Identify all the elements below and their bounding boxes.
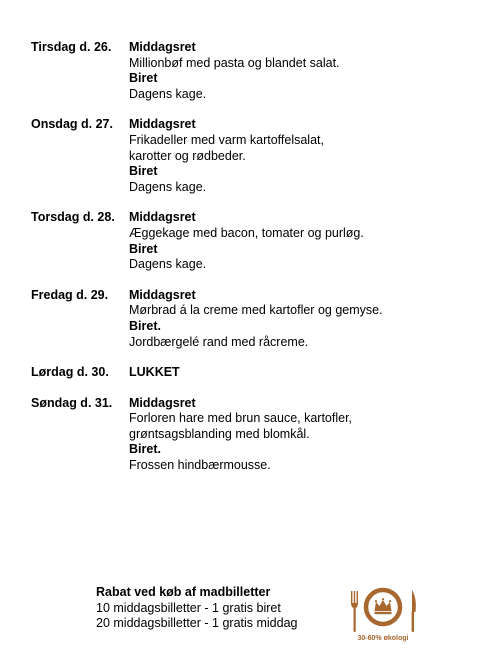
course-heading: Middagsret — [129, 287, 196, 302]
day-entry — [31, 40, 451, 102]
day-entry — [31, 288, 451, 350]
course-description: Frikadeller med varm kartoffelsalat, — [129, 132, 324, 147]
weekly-menu — [31, 40, 451, 489]
discount-line: 10 middagsbilletter - 1 gratis biret — [96, 600, 281, 615]
course-description: Æggekage med bacon, tomater og purløg. — [129, 225, 364, 240]
knife-icon — [412, 590, 416, 632]
course-description: Dagens kage. — [129, 179, 207, 194]
plate-crown-icon — [366, 590, 400, 624]
course-heading: Biret — [129, 164, 158, 179]
closed-notice: LUKKET — [129, 365, 180, 380]
course-description: karotter og rødbeder. — [129, 148, 246, 163]
course-description: Dagens kage. — [129, 257, 207, 272]
course-description: Mørbrad á la creme med kartofler og gemyse. — [129, 303, 383, 318]
course-description: Frossen hindbærmousse. — [129, 458, 271, 473]
day-label: Søndag d. 31. — [31, 395, 113, 410]
discount-info — [96, 585, 356, 632]
course-description: Millionbøf med pasta og blandet salat. — [129, 55, 340, 70]
fork-icon — [351, 591, 358, 632]
day-entry — [31, 396, 451, 474]
day-courses — [129, 396, 451, 474]
course-heading: Biret. — [129, 318, 161, 333]
course-description: Forloren hare med brun sauce, kartofler, — [129, 411, 353, 426]
course-heading: Middagsret — [129, 40, 196, 54]
day-label: Torsdag d. 28. — [31, 210, 115, 225]
course-description: Dagens kage. — [129, 86, 207, 101]
course-heading: Middagsret — [129, 117, 196, 132]
day-entry — [31, 365, 451, 381]
course-heading: Biret. — [129, 442, 161, 457]
course-description: Jordbærgelé rand med råcreme. — [129, 334, 309, 349]
day-courses — [129, 365, 451, 381]
day-courses — [129, 117, 451, 195]
discount-line: 20 middagsbilletter - 1 gratis middag — [96, 616, 298, 631]
day-label: Lørdag d. 30. — [31, 365, 109, 380]
course-heading: Middagsret — [129, 210, 196, 225]
day-courses — [129, 210, 451, 272]
day-label: Onsdag d. 27. — [31, 117, 113, 132]
day-courses — [129, 288, 451, 350]
logo-caption: 30-60% økologi — [357, 635, 409, 642]
discount-title: Rabat ved køb af madbilletter — [96, 585, 271, 599]
course-heading: Biret — [129, 71, 158, 86]
day-courses — [129, 40, 451, 102]
day-entry — [31, 117, 451, 195]
course-heading: Biret — [129, 241, 158, 256]
day-label: Fredag d. 29. — [31, 287, 109, 302]
day-label: Tirsdag d. 26. — [31, 40, 112, 54]
course-heading: Middagsret — [129, 395, 196, 410]
course-description: grøntsagsblanding med blomkål. — [129, 426, 310, 441]
day-entry — [31, 210, 451, 272]
